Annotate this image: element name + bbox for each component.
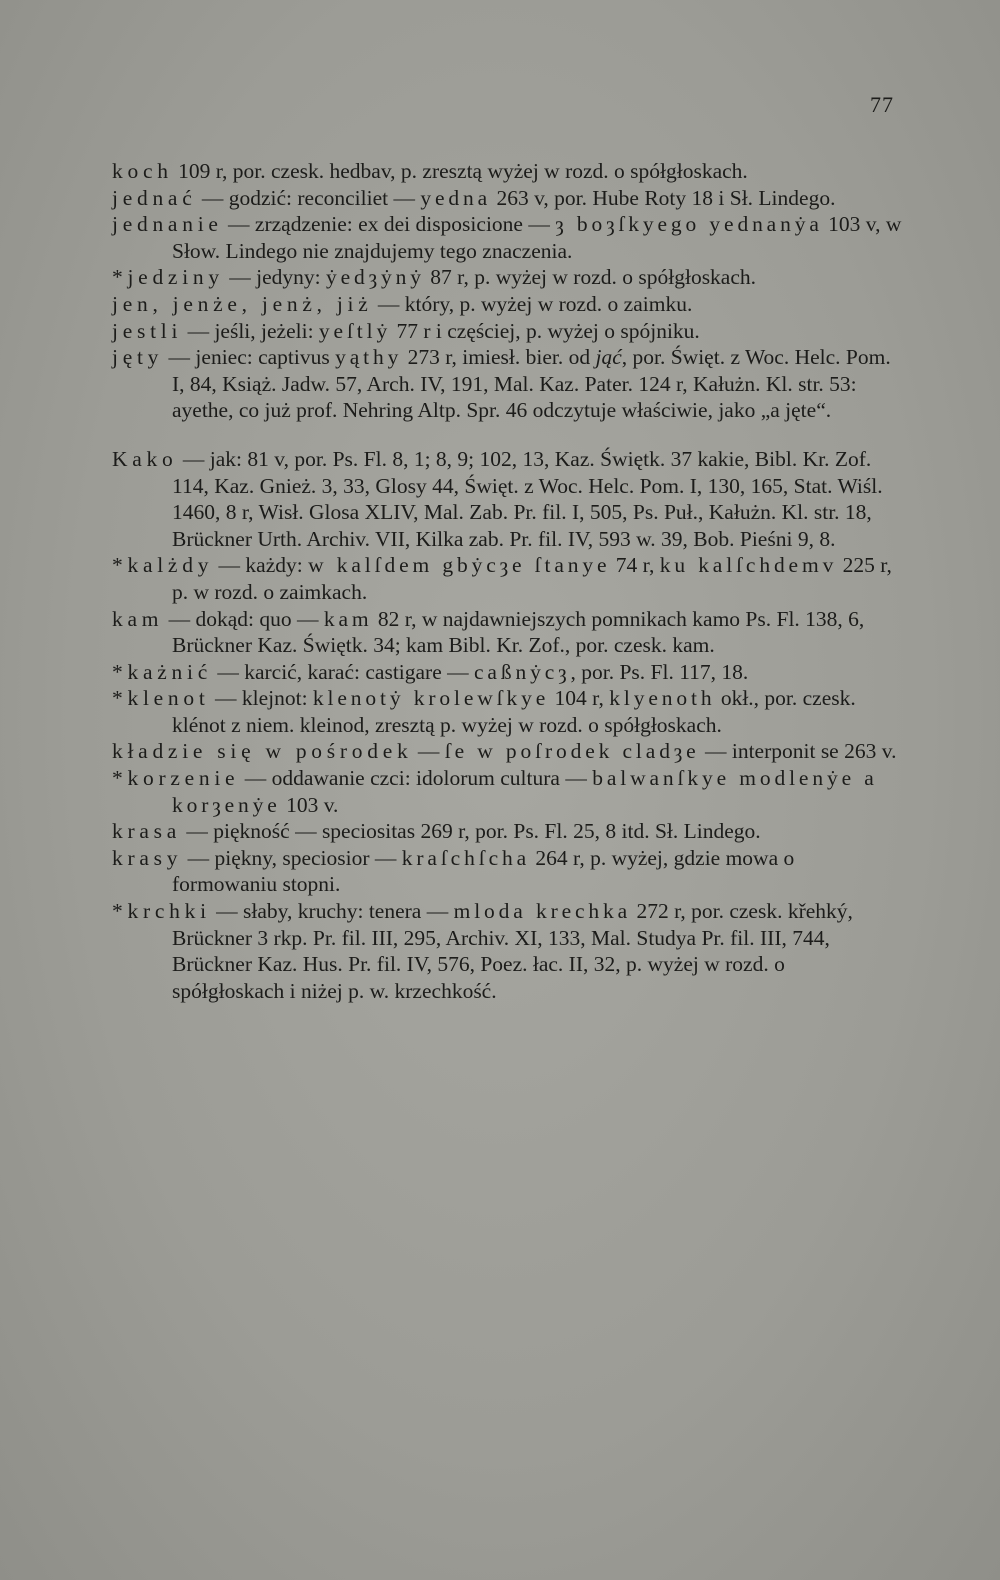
entry-text: — jak: 81 v, por. Ps. Fl. 8, 1; 8, 9; 102, 13, Kaz. Świętk. 37 kakie, Bibl. Kr. Zof. 114, Kaz. Gnież. 3, 33, Glosy 44, Święt. z Woc. Helc. Pom. I, 130, 165, Stat. Wiśl. 1460, 8 r, Wisł. Glosa XLIV, Mal. Zab. Pr. fil. I, 505, Ps. Puł., Kałużn. Kl. str. 18, Brückner Urth. Archiv. VII, Kilka zab. Pr. fil. IV, 593 w. 39, Bob. Pieśni 9, 8. (172, 446, 883, 551)
dictionary-entries (112, 158, 902, 1004)
entry-text: — (412, 739, 445, 764)
entry-text: 264 r, p. wyżej, gdzie mowa o formowaniu stopni. (172, 845, 795, 897)
entry-text: 273 r, imiesł. bier. od (402, 345, 596, 370)
entry-headword: *krchki (112, 899, 211, 924)
entry-headword: krasa (112, 819, 182, 844)
source-quote: yąthy (335, 345, 403, 370)
entry-text: — klejnot: (209, 686, 313, 711)
entry-text: — karcić, karać: castigare — (211, 659, 475, 684)
entry-text: — zrządzenie: ex dei disposicione — (222, 212, 556, 237)
dictionary-entry (112, 158, 902, 185)
dictionary-entry (112, 344, 902, 424)
italic-term: jąć (595, 345, 622, 370)
entry-text: — słaby, kruchy: tenera — (210, 899, 454, 924)
entry-text: — interponit se 263 v. (699, 739, 897, 764)
dictionary-entry (112, 211, 902, 264)
entry-headword: kam (112, 606, 164, 631)
dictionary-entry (112, 659, 902, 686)
entry-text: 103 v, w Słow. Lindego nie znajdujemy tego znaczenia. (172, 212, 902, 263)
source-quote: balwanſkye modlenẏe a korȝenẏe (172, 766, 878, 817)
entry-headword: Kako (112, 446, 178, 471)
source-quote: ȝ boȝſkyego yednanẏa (555, 212, 823, 237)
source-quote: ſe w poſrodek cladȝe (444, 739, 700, 764)
entry-text: 104 r, (549, 686, 610, 711)
entry-text: — każdy: (213, 553, 309, 578)
entry-text: — jeśli, jeżeli: (182, 318, 319, 343)
entry-text: , por. Ps. Fl. 117, 18. (570, 659, 749, 684)
entry-text: — który, p. wyżej w rozd. o zaimku. (372, 291, 693, 316)
entry-headword: krasy (112, 845, 183, 870)
source-quote: kraſchſcha (401, 845, 531, 870)
dictionary-entry (112, 185, 902, 212)
dictionary-entry (112, 685, 902, 738)
entry-text: — jeniec: captivus (163, 345, 336, 370)
source-quote: yeſtlẏ (318, 318, 392, 343)
entry-headword: koch (112, 159, 173, 183)
source-quote: w kalſdem gbẏcȝe ſtanye (308, 553, 611, 578)
entry-text: 87 r, p. wyżej w rozd. o spółgłoskach. (424, 265, 757, 290)
entry-headword: *jedziny (112, 265, 224, 290)
entry-headword: *każnić (112, 659, 212, 684)
entry-text: — jedyny: (223, 265, 326, 290)
section-gap (112, 424, 902, 446)
entry-text: 109 r, por. czesk. hedbav, p. zresztą wyżej w rozd. o spółgłoskach. (172, 159, 748, 183)
dictionary-entry (112, 818, 902, 845)
entry-text: 82 r, w najdawniejszych pomnikach kamo Ps. Fl. 138, 6, Brückner Kaz. Świętk. 34; kam Bibl. Kr. Zof., por. czesk. kam. (172, 606, 865, 658)
entry-headword: jęty (112, 345, 164, 370)
entry-headword: jen, jenże, jenż, jiż (112, 291, 373, 316)
entry-text: — oddawanie czci: idolorum cultura — (239, 766, 593, 791)
source-quote: yedna (420, 185, 492, 210)
source-quote: klenotẏ krolewſkye (312, 686, 550, 711)
source-quote: mloda krechka (453, 899, 632, 924)
dictionary-entry (112, 318, 902, 345)
dictionary-entry (112, 291, 902, 318)
source-quote: ku kalſchdemv (659, 553, 838, 578)
dictionary-entry (112, 552, 902, 605)
entry-text: 77 r i częściej, p. wyżej o spójniku. (391, 318, 700, 343)
entry-headword: jednać (112, 185, 197, 210)
entry-text: — piękność — speciositas 269 r, por. Ps. Fl. 25, 8 itd. Sł. Lindego. (181, 819, 761, 844)
entry-headword: *klenot (112, 686, 210, 711)
dictionary-entry (112, 845, 902, 898)
entry-headword: kładzie się w pośrodek (112, 739, 413, 764)
entry-headword: jestli (112, 318, 183, 343)
entry-text: 225 r, p. w rozd. o zaimkach. (172, 553, 892, 604)
source-quote: klyenoth (609, 686, 716, 711)
source-quote: caßnẏcȝ (474, 659, 571, 684)
entry-text: , por. Święt. z Woc. Helc. Pom. I, 84, Książ. Jadw. 57, Arch. IV, 191, Mal. Kaz. Pater. 124 r, Kałużn. Kl. str. 53: ayethe, co już prof. Nehring Altp. Spr. 46 odczytuje właściwie, jako „a jęte“. (172, 345, 891, 423)
dictionary-entry (112, 446, 902, 552)
entry-text: — dokąd: quo — (163, 606, 324, 631)
source-quote: kam (323, 606, 373, 631)
entry-headword: *korzenie (112, 766, 240, 791)
dictionary-entry (112, 606, 902, 659)
source-quote: ẏedȝẏnẏ (326, 265, 425, 290)
entry-headword: *kalżdy (112, 553, 214, 578)
entry-text: 263 v, por. Hube Roty 18 i Sł. Lindego. (491, 185, 836, 210)
entry-text: okł., por. czesk. klénot z niem. kleinod, zresztą p. wyżej w rozd. o spółgłoskach. (172, 686, 856, 737)
dictionary-entry (112, 738, 902, 765)
dictionary-entry (112, 898, 902, 1004)
entry-text: 74 r, (610, 553, 660, 578)
page-number: 77 (870, 92, 894, 117)
entry-text: — godzić: reconciliet — (196, 185, 421, 210)
dictionary-entry (112, 765, 902, 818)
entry-text: — piękny, speciosior — (182, 845, 402, 870)
entry-headword: jednanie (112, 212, 223, 237)
entry-text: 272 r, por. czesk. křehký, Brückner 3 rkp. Pr. fil. III, 295, Archiv. XI, 133, Mal. Studya Pr. fil. III, 744, Brückner Kaz. Hus. Pr. fil. IV, 576, Poez. łac. II, 32, p. wyżej w rozd. o spółgłoskach i niżej p. w. krzechkość. (172, 899, 853, 1003)
dictionary-entry (112, 264, 902, 291)
entry-text: 103 v. (280, 792, 339, 817)
